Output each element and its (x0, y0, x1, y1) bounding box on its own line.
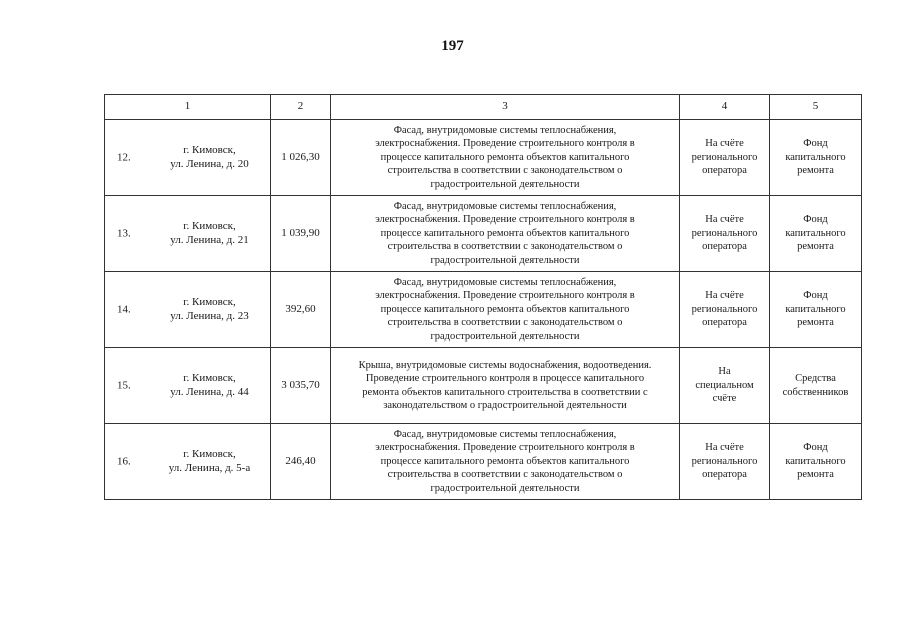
address-line: ул. Ленина, д. 5-а (168, 461, 251, 474)
description-line: Фасад, внутридомовые системы теплоснабжения, (393, 428, 617, 440)
fund-line: капитального (785, 455, 846, 467)
description-line: электроснабжения. Проведение строительного контроля в (375, 138, 635, 150)
fund-line: ремонта (797, 165, 834, 177)
row-number: 14. (117, 302, 131, 315)
table-header-row (105, 95, 862, 120)
address-line: г. Кимовск, (183, 448, 236, 460)
row-number: 13. (117, 226, 131, 239)
account-line: На счёте (705, 138, 744, 150)
description-line: Фасад, внутридомовые системы теплоснабжения, (393, 200, 617, 212)
account-line: оператора (702, 469, 747, 481)
fund-line: Фонд (803, 442, 828, 454)
cell-account (680, 272, 770, 348)
fund-line: ремонта (797, 317, 834, 329)
address-line: г. Кимовск, (183, 372, 236, 384)
fund-line: капитального (785, 227, 846, 239)
description-line: электроснабжения. Проведение строительного контроля в (375, 442, 635, 454)
row-number: 15. (117, 378, 131, 391)
account-line: На счёте (705, 442, 744, 454)
fund-line: собственников (782, 386, 849, 398)
table-body (105, 120, 862, 500)
fund-line: капитального (785, 151, 846, 163)
address-line: ул. Ленина, д. 44 (170, 385, 249, 398)
description-line: Фасад, внутридомовые системы теплоснабжения, (393, 276, 617, 288)
cell-value: 1 026,30 (271, 120, 331, 196)
address (158, 220, 261, 247)
cell-account (680, 120, 770, 196)
account-line: оператора (702, 317, 747, 329)
address-line: г. Кимовск, (183, 144, 236, 156)
cell-fund (770, 120, 862, 196)
description-line: процессе капитального ремонта объектов капитального (380, 455, 630, 467)
description-line: строительства в соответствии с законодательством о (387, 317, 623, 329)
description-line: градостроительной деятельности (430, 178, 580, 190)
description-line: строительства в соответствии с законодательством о (387, 165, 623, 177)
table-row (105, 348, 862, 424)
cell-description (331, 272, 680, 348)
account-line: регионального (691, 455, 758, 467)
cell-object (105, 348, 271, 424)
account-line: регионального (691, 227, 758, 239)
page-number: 197 (441, 38, 464, 54)
address-line: ул. Ленина, д. 23 (170, 309, 249, 322)
description-line: ремонта объектов капитального строительства в соответствии с (362, 386, 648, 398)
repair-table (104, 94, 862, 500)
column-header-2: 2 (271, 95, 331, 120)
description-line: градостроительной деятельности (430, 254, 580, 266)
cell-value: 392,60 (271, 272, 331, 348)
description-line: Фасад, внутридомовые системы теплоснабжения, (393, 124, 617, 136)
description-line: Крыша, внутридомовые системы водоснабжения, водоотведения. (358, 359, 652, 371)
address (158, 296, 261, 323)
description-line: строительства в соответствии с законодательством о (387, 469, 623, 481)
cell-fund (770, 424, 862, 500)
cell-object (105, 272, 271, 348)
cell-value: 246,40 (271, 424, 331, 500)
description-line: Проведение строительного контроля в процессе капитального (365, 373, 645, 384)
description-line: электроснабжения. Проведение строительного контроля в (375, 290, 635, 302)
column-header-5: 5 (770, 95, 862, 120)
table-row (105, 120, 862, 196)
address (158, 448, 261, 475)
address-line: ул. Ленина, д. 21 (170, 233, 249, 246)
address-line: г. Кимовск, (183, 220, 236, 232)
account-line: регионального (691, 151, 758, 163)
fund-line: Средства (795, 373, 836, 384)
fund-line: Фонд (803, 214, 828, 226)
address (158, 144, 261, 171)
fund-line: Фонд (803, 138, 828, 150)
cell-object (105, 196, 271, 272)
cell-account (680, 348, 770, 424)
cell-fund (770, 348, 862, 424)
table-row (105, 196, 862, 272)
cell-object (105, 120, 271, 196)
table-row (105, 272, 862, 348)
fund-line: Фонд (803, 290, 828, 302)
cell-account (680, 424, 770, 500)
description-line: строительства в соответствии с законодательством о (387, 241, 623, 253)
cell-fund (770, 196, 862, 272)
cell-value: 1 039,90 (271, 196, 331, 272)
account-line: На счёте (705, 290, 744, 302)
description-line: процессе капитального ремонта объектов капитального (380, 227, 630, 239)
account-line: специальном (695, 379, 754, 391)
description-line: градостроительной деятельности (430, 330, 580, 342)
cell-account (680, 196, 770, 272)
account-line: оператора (702, 241, 747, 253)
row-number: 16. (117, 454, 131, 467)
account-line: оператора (702, 165, 747, 177)
fund-line: ремонта (797, 241, 834, 253)
cell-description (331, 196, 680, 272)
cell-fund (770, 272, 862, 348)
fund-line: ремонта (797, 469, 834, 481)
cell-object (105, 424, 271, 500)
description-line: законодательством о градостроительной деятельности (383, 400, 627, 411)
description-line: электроснабжения. Проведение строительного контроля в (375, 214, 635, 226)
account-line: На (718, 366, 731, 378)
address (158, 372, 261, 399)
cell-description (331, 348, 680, 424)
fund-line: капитального (785, 303, 846, 315)
column-header-4: 4 (680, 95, 770, 120)
address-line: г. Кимовск, (183, 296, 236, 308)
description-line: градостроительной деятельности (430, 482, 580, 494)
account-line: На счёте (705, 214, 744, 226)
table-row (105, 424, 862, 500)
column-header-1: 1 (105, 95, 271, 120)
column-header-3: 3 (331, 95, 680, 120)
description-line: процессе капитального ремонта объектов капитального (380, 303, 630, 315)
description-line: процессе капитального ремонта объектов капитального (380, 151, 630, 163)
cell-description (331, 120, 680, 196)
account-line: регионального (691, 303, 758, 315)
account-line: счёте (712, 393, 737, 405)
cell-description (331, 424, 680, 500)
row-number: 12. (117, 150, 131, 163)
cell-value: 3 035,70 (271, 348, 331, 424)
address-line: ул. Ленина, д. 20 (170, 157, 249, 170)
